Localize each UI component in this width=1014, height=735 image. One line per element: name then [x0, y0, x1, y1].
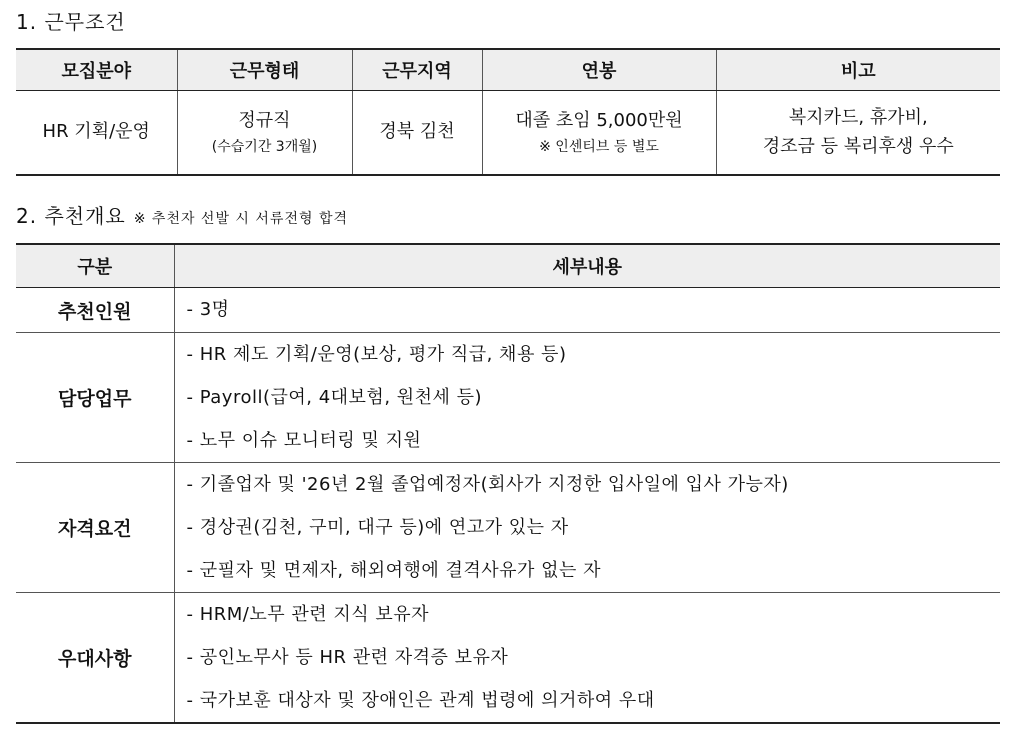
header-field: 모집분야	[16, 49, 177, 91]
work-conditions-table	[16, 48, 1000, 176]
header-employment-type: 근무형태	[177, 49, 352, 91]
table-header-row	[16, 244, 1000, 288]
recommendation-table	[16, 243, 1000, 724]
section2-note: ※ 추천자 선발 시 서류전형 합격	[133, 211, 349, 227]
detail-cell	[174, 463, 1000, 593]
remarks-line-1: 복지카드, 휴가비,	[788, 106, 928, 128]
list-item: - HR 제도 기획/운영(보상, 평가 직급, 채용 등)	[186, 344, 567, 365]
category-label: 우대사항	[16, 593, 174, 724]
category-label: 담당업무	[16, 333, 174, 463]
salary-note: ※ 인센티브 등 별도	[539, 138, 659, 155]
detail-cell	[174, 593, 1000, 724]
detail-cell	[174, 288, 1000, 333]
section2-title: 2. 추천개요	[16, 204, 126, 228]
header-remarks: 비고	[716, 49, 1000, 91]
category-label: 자격요건	[16, 463, 174, 593]
detail-cell	[174, 333, 1000, 463]
list-item: - 국가보훈 대상자 및 장애인은 관계 법령에 의거하여 우대	[186, 690, 655, 711]
header-category: 구분	[16, 244, 174, 288]
employment-note: (수습기간 3개월)	[211, 138, 318, 155]
list-item: - 군필자 및 면제자, 해외여행에 결격사유가 없는 자	[186, 560, 602, 581]
location-value: 경북 김천	[379, 121, 455, 143]
list-item: - Payroll(급여, 4대보험, 원천세 등)	[186, 387, 483, 408]
table-header-row	[16, 49, 1000, 91]
salary-value: 대졸 초임 5,000만원	[515, 109, 683, 131]
row-qualifications	[16, 463, 1000, 593]
header-salary: 연봉	[482, 49, 716, 91]
cell-field	[16, 91, 177, 176]
header-details: 세부내용	[174, 244, 1000, 288]
category-label: 추천인원	[16, 288, 174, 333]
list-item: - 공인노무사 등 HR 관련 자격증 보유자	[186, 647, 509, 668]
section1-heading	[16, 6, 126, 35]
list-item: - HRM/노무 관련 지식 보유자	[186, 604, 430, 625]
section1-title: 1. 근무조건	[16, 10, 126, 34]
row-preferences	[16, 593, 1000, 724]
employment-type-value: 정규직	[238, 109, 291, 131]
list-item: - 노무 이슈 모니터링 및 지원	[186, 430, 422, 451]
list-item: - 경상권(김천, 구미, 대구 등)에 연고가 있는 자	[186, 517, 569, 538]
list-item: - 기졸업자 및 '26년 2월 졸업예정자(회사가 지정한 입사일에 입사 가능자)	[186, 474, 789, 495]
row-recommend-count	[16, 288, 1000, 333]
header-location: 근무지역	[352, 49, 482, 91]
section2-heading	[16, 200, 348, 229]
row-duties	[16, 333, 1000, 463]
cell-employment-type	[177, 91, 352, 176]
cell-salary	[482, 91, 716, 176]
table-row	[16, 91, 1000, 176]
cell-remarks	[716, 91, 1000, 176]
field-value: HR 기획/운영	[42, 121, 150, 143]
cell-location	[352, 91, 482, 176]
list-item: - 3명	[186, 299, 230, 320]
remarks-line-2: 경조금 등 복리후생 우수	[762, 135, 954, 157]
